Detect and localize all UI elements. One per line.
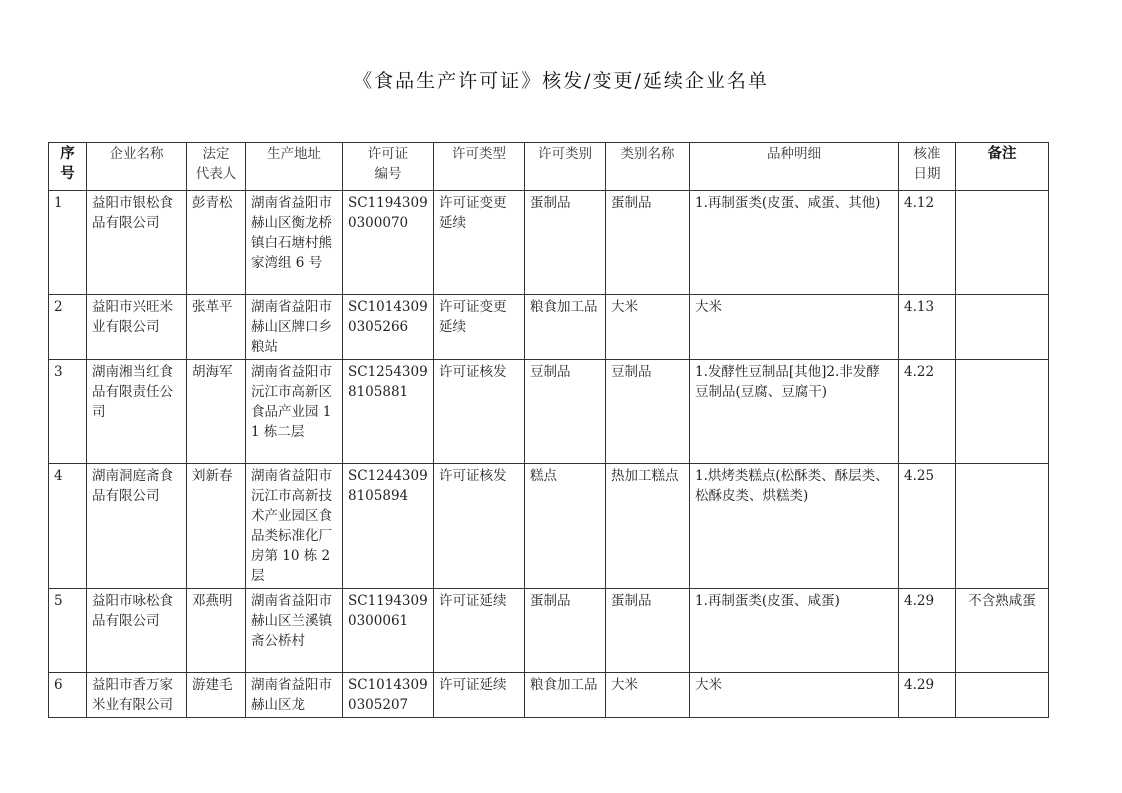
- cell-license-no: SC12543098105881: [343, 360, 434, 464]
- cell-address: 湖南省益阳市沅江市高新技术产业园区食品类标准化厂房第 10 栋 2 层: [246, 464, 343, 589]
- cell-remark: [956, 673, 1049, 718]
- header-address: 生产地址: [246, 143, 343, 191]
- cell-address: 湖南省益阳市赫山区兰溪镇斋公桥村: [246, 589, 343, 673]
- cell-company: 益阳市香万家米业有限公司: [87, 673, 187, 718]
- table-header-row: [49, 143, 1049, 191]
- cell-category-name: 蛋制品: [606, 191, 690, 295]
- table-row: [49, 673, 1049, 718]
- cell-category: 粮食加工品: [525, 673, 606, 718]
- cell-seq: 1: [49, 191, 87, 295]
- cell-company: 湖南湘当红食品有限责任公司: [87, 360, 187, 464]
- header-rep: 法定 代表人: [187, 143, 246, 191]
- cell-remark: [956, 464, 1049, 589]
- cell-address: 湖南省益阳市沅江市高新区食品产业园 11 栋二层: [246, 360, 343, 464]
- cell-date: 4.25: [899, 464, 956, 589]
- cell-detail: 大米: [690, 673, 899, 718]
- cell-category-name: 大米: [606, 673, 690, 718]
- cell-address: 湖南省益阳市赫山区牌口乡粮站: [246, 295, 343, 360]
- cell-rep: 胡海军: [187, 360, 246, 464]
- header-date: 核准 日期: [899, 143, 956, 191]
- cell-address: 湖南省益阳市赫山区龙: [246, 673, 343, 718]
- cell-detail: 1.烘烤类糕点(松酥类、酥层类、松酥皮类、烘糕类): [690, 464, 899, 589]
- cell-category: 蛋制品: [525, 589, 606, 673]
- cell-seq: 5: [49, 589, 87, 673]
- cell-seq: 2: [49, 295, 87, 360]
- cell-remark: [956, 360, 1049, 464]
- header-seq: 序 号: [49, 143, 87, 191]
- cell-seq: 6: [49, 673, 87, 718]
- cell-detail: 1.再制蛋类(皮蛋、咸蛋、其他): [690, 191, 899, 295]
- cell-address: 湖南省益阳市赫山区衡龙桥镇白石塘村熊家湾组 6 号: [246, 191, 343, 295]
- table-row: [49, 295, 1049, 360]
- cell-license-type: 许可证变更延续: [434, 295, 525, 360]
- cell-category: 蛋制品: [525, 191, 606, 295]
- cell-license-no: SC10143090305266: [343, 295, 434, 360]
- cell-company: 益阳市咏松食品有限公司: [87, 589, 187, 673]
- header-detail: 品种明细: [690, 143, 899, 191]
- cell-license-no: SC12443098105894: [343, 464, 434, 589]
- header-company: 企业名称: [87, 143, 187, 191]
- cell-remark: 不含熟咸蛋: [956, 589, 1049, 673]
- cell-category: 糕点: [525, 464, 606, 589]
- cell-remark: [956, 295, 1049, 360]
- cell-rep: 邓燕明: [187, 589, 246, 673]
- cell-license-no: SC11943090300061: [343, 589, 434, 673]
- cell-date: 4.22: [899, 360, 956, 464]
- cell-license-no: SC11943090300070: [343, 191, 434, 295]
- cell-detail: 1.再制蛋类(皮蛋、咸蛋): [690, 589, 899, 673]
- cell-license-type: 许可证核发: [434, 464, 525, 589]
- cell-detail: 大米: [690, 295, 899, 360]
- cell-category: 粮食加工品: [525, 295, 606, 360]
- cell-category-name: 大米: [606, 295, 690, 360]
- table-row: [49, 360, 1049, 464]
- document-title: 《食品生产许可证》核发/变更/延续企业名单: [353, 70, 769, 92]
- header-license-no: 许可证 编号: [343, 143, 434, 191]
- header-license-type: 许可类型: [434, 143, 525, 191]
- table-row: [49, 464, 1049, 589]
- cell-rep: 刘新春: [187, 464, 246, 589]
- table-row: [49, 589, 1049, 673]
- cell-rep: 游建毛: [187, 673, 246, 718]
- cell-category-name: 豆制品: [606, 360, 690, 464]
- cell-category-name: 热加工糕点: [606, 464, 690, 589]
- cell-category-name: 蛋制品: [606, 589, 690, 673]
- cell-date: 4.29: [899, 673, 956, 718]
- cell-category: 豆制品: [525, 360, 606, 464]
- header-category-name: 类别名称: [606, 143, 690, 191]
- header-category: 许可类别: [525, 143, 606, 191]
- cell-company: 湖南洞庭斋食品有限公司: [87, 464, 187, 589]
- cell-license-no: SC10143090305207: [343, 673, 434, 718]
- cell-license-type: 许可证延续: [434, 589, 525, 673]
- enterprise-table: [48, 142, 1049, 718]
- cell-date: 4.29: [899, 589, 956, 673]
- header-remark: 备注: [956, 143, 1049, 191]
- cell-license-type: 许可证核发: [434, 360, 525, 464]
- cell-seq: 4: [49, 464, 87, 589]
- cell-detail: 1.发酵性豆制品[其他]2.非发酵豆制品(豆腐、豆腐干): [690, 360, 899, 464]
- cell-license-type: 许可证延续: [434, 673, 525, 718]
- cell-company: 益阳市银松食品有限公司: [87, 191, 187, 295]
- cell-date: 4.12: [899, 191, 956, 295]
- cell-company: 益阳市兴旺米业有限公司: [87, 295, 187, 360]
- cell-rep: 张革平: [187, 295, 246, 360]
- cell-remark: [956, 191, 1049, 295]
- cell-license-type: 许可证变更延续: [434, 191, 525, 295]
- table-row: [49, 191, 1049, 295]
- cell-seq: 3: [49, 360, 87, 464]
- cell-rep: 彭青松: [187, 191, 246, 295]
- cell-date: 4.13: [899, 295, 956, 360]
